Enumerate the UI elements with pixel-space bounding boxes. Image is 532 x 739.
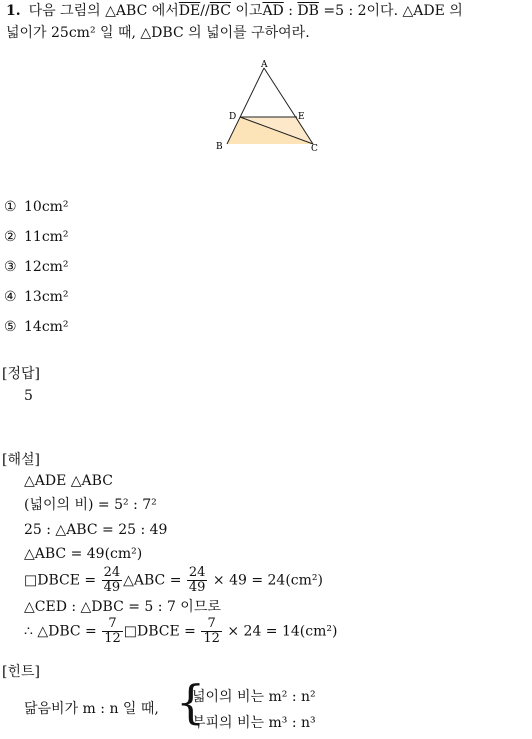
fraction-numerator: 7 [102, 617, 123, 632]
solution-line-3: 25 : △ABC = 25 : 49 [24, 522, 168, 538]
fraction-denominator: 49 [103, 580, 121, 595]
question-line-1 [6, 0, 463, 22]
question-text-4: =5 : 2이다. △ADE 의 [318, 3, 463, 19]
triangle-figure [210, 56, 330, 156]
fraction-numerator: 7 [201, 617, 222, 632]
solution-line-7-b: □DBCE = [123, 623, 201, 640]
question-text-1: 다음 그림의 △ABC 에서 [28, 3, 179, 19]
solution-line-1: △ADE △ABC [24, 473, 113, 489]
choice-1[interactable] [4, 197, 69, 217]
hint-lead: 닮음비가 m : n 일 때, [24, 701, 159, 717]
fraction-denominator: 12 [104, 631, 121, 646]
brace-icon: { [176, 675, 206, 729]
solution-line-5 [24, 566, 323, 595]
segment-de: $\overline{DE}$ [178, 3, 201, 19]
choice-4-number: ④ [4, 289, 17, 305]
label-b: B [216, 142, 223, 152]
choice-2-text: 11cm² [24, 229, 69, 245]
segment-db: $\overline{DB}$ [297, 3, 319, 19]
choice-5[interactable] [4, 317, 69, 337]
solution-line-2: (넓이의 비) = 5² : 7² [24, 497, 157, 513]
solution-line-7 [24, 617, 337, 646]
choice-4-text: 13cm² [24, 289, 69, 305]
label-e: E [298, 112, 305, 122]
fraction-24-49-a [102, 566, 123, 595]
question-line-2: 넓이가 25cm² 일 때, △DBC 의 넓이를 구하여라. [6, 25, 310, 41]
label-c: C [311, 144, 318, 154]
solution-line-4: △ABC = 49(cm²) [24, 546, 143, 562]
solution-line-5-b: △ABC = [123, 572, 186, 589]
choice-5-text: 14cm² [24, 319, 69, 335]
solution-line-7-a: ∴ △DBC = [24, 623, 102, 640]
choice-5-number: ⑤ [4, 319, 17, 335]
solution-line-5-c: × 49 = 24(cm²) [208, 572, 323, 589]
choice-4[interactable] [4, 287, 69, 307]
fraction-7-12-b [201, 617, 222, 646]
fraction-denominator: 49 [188, 580, 206, 595]
choice-3-text: 12cm² [24, 259, 69, 275]
fraction-numerator: 24 [188, 565, 206, 580]
choice-3[interactable] [4, 257, 69, 277]
hint-case-1: 넓이의 비는 m² : n² [192, 689, 316, 705]
fraction-denominator: 12 [203, 631, 220, 646]
segment-bc: $\overline{BC}$ [209, 3, 231, 19]
solution-header: [해설] [2, 452, 40, 468]
question-number: 1. [6, 3, 21, 19]
answer-value: 5 [24, 388, 33, 404]
label-d: D [229, 112, 237, 122]
fraction-7-12-a [102, 617, 123, 646]
hint-case-2: 부피의 비는 m³ : n³ [192, 715, 316, 731]
choice-1-number: ① [4, 199, 17, 215]
hint-header: [힌트] [2, 664, 40, 680]
fraction-24-49-b [187, 566, 208, 595]
solution-line-7-c: × 24 = 14(cm²) [222, 623, 338, 640]
choice-2[interactable] [4, 227, 69, 247]
answer-header: [정답] [2, 366, 40, 382]
choice-1-text: 10cm² [24, 199, 69, 215]
choice-3-number: ③ [4, 259, 17, 275]
fraction-numerator: 24 [103, 565, 121, 580]
question-text-3: : [283, 3, 298, 19]
question-text-2: 이고 [230, 3, 263, 19]
label-a: A [261, 60, 268, 70]
solution-line-6: △CED : △DBC = 5 : 7 이므로 [24, 599, 221, 615]
segment-ad: $\overline{AD}$ [262, 3, 284, 19]
choice-2-number: ② [4, 229, 17, 245]
solution-line-5-a: □DBCE = [24, 572, 101, 589]
parallel-sign: // [200, 3, 210, 19]
